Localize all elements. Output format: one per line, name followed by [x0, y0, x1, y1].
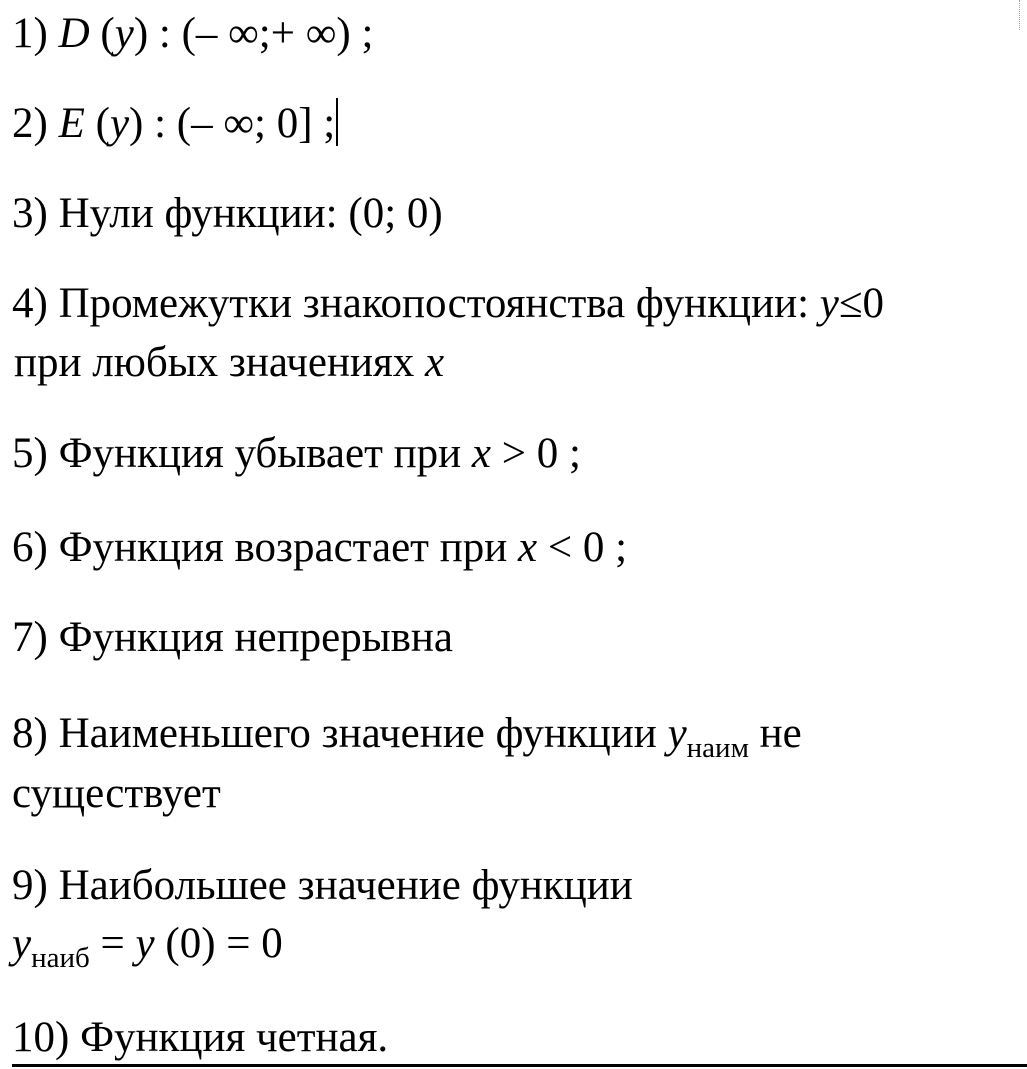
item-1-domain — [12, 8, 373, 60]
bottom-rule — [12, 1064, 1027, 1067]
item-5-text: 5) Функция убывает при — [12, 430, 472, 477]
text-cursor — [336, 98, 338, 146]
item-4-continuation — [14, 337, 444, 389]
item-9-text: 9) Наибольшее значение функции — [12, 862, 633, 909]
var-x: x — [471, 430, 492, 477]
item-6-relation: < 0 ; — [537, 524, 628, 571]
item-1-number: 1) — [12, 10, 48, 57]
subscript-min: наим — [686, 732, 749, 764]
var-x: x — [425, 339, 445, 386]
item-10-even — [12, 1012, 388, 1064]
item-2-range — [12, 98, 338, 150]
item-7-continuous — [12, 612, 453, 664]
range-symbol: E — [58, 100, 85, 147]
page-margin-guide — [1019, 0, 1021, 30]
var-y: y — [135, 920, 155, 967]
item-9-formula — [12, 918, 283, 984]
item-8-text-2: существует — [12, 770, 221, 817]
paren-open: ( — [89, 10, 115, 57]
item-8-minimum — [12, 708, 802, 774]
item-4-text-2: при любых значениях — [14, 339, 425, 386]
item-7-text: 7) Функция непрерывна — [12, 614, 453, 661]
var-y: y — [12, 920, 32, 967]
item-5-relation: > 0 ; — [491, 430, 581, 477]
var-y: y — [114, 10, 134, 57]
item-8-tail: не — [748, 710, 802, 757]
item-2-number: 2) — [12, 100, 48, 147]
item-4-text: 4) Промежутки знакопостоянства функции: — [12, 280, 820, 327]
domain-symbol: D — [58, 10, 90, 57]
var-y: y — [667, 710, 687, 757]
item-3-zeros — [12, 188, 443, 240]
subscript-max: наиб — [31, 942, 90, 974]
item-8-continuation — [12, 768, 221, 820]
item-9-value: (0) = 0 — [154, 920, 283, 967]
item-6-text: 6) Функция возрастает при — [12, 524, 518, 571]
var-y: y — [109, 100, 130, 147]
item-4-sign — [12, 278, 884, 330]
paren-open: ( — [84, 100, 110, 147]
item-5-decreasing — [12, 428, 581, 480]
equals-sign: = — [89, 920, 136, 967]
domain-value: ) : (– ∞;+ ∞) ; — [133, 10, 374, 57]
item-4-relation: ≤0 — [838, 280, 884, 327]
var-y: y — [819, 280, 839, 327]
item-9-maximum — [12, 860, 633, 912]
var-x: x — [517, 524, 538, 571]
item-10-text: 10) Функция четная. — [12, 1014, 389, 1061]
range-value: ) : (– ∞; 0] ; — [129, 100, 336, 147]
item-6-increasing — [12, 522, 627, 574]
item-3-text: 3) Нули функции: (0; 0) — [12, 190, 443, 237]
item-8-text: 8) Наименьшего значение функции — [12, 710, 668, 757]
